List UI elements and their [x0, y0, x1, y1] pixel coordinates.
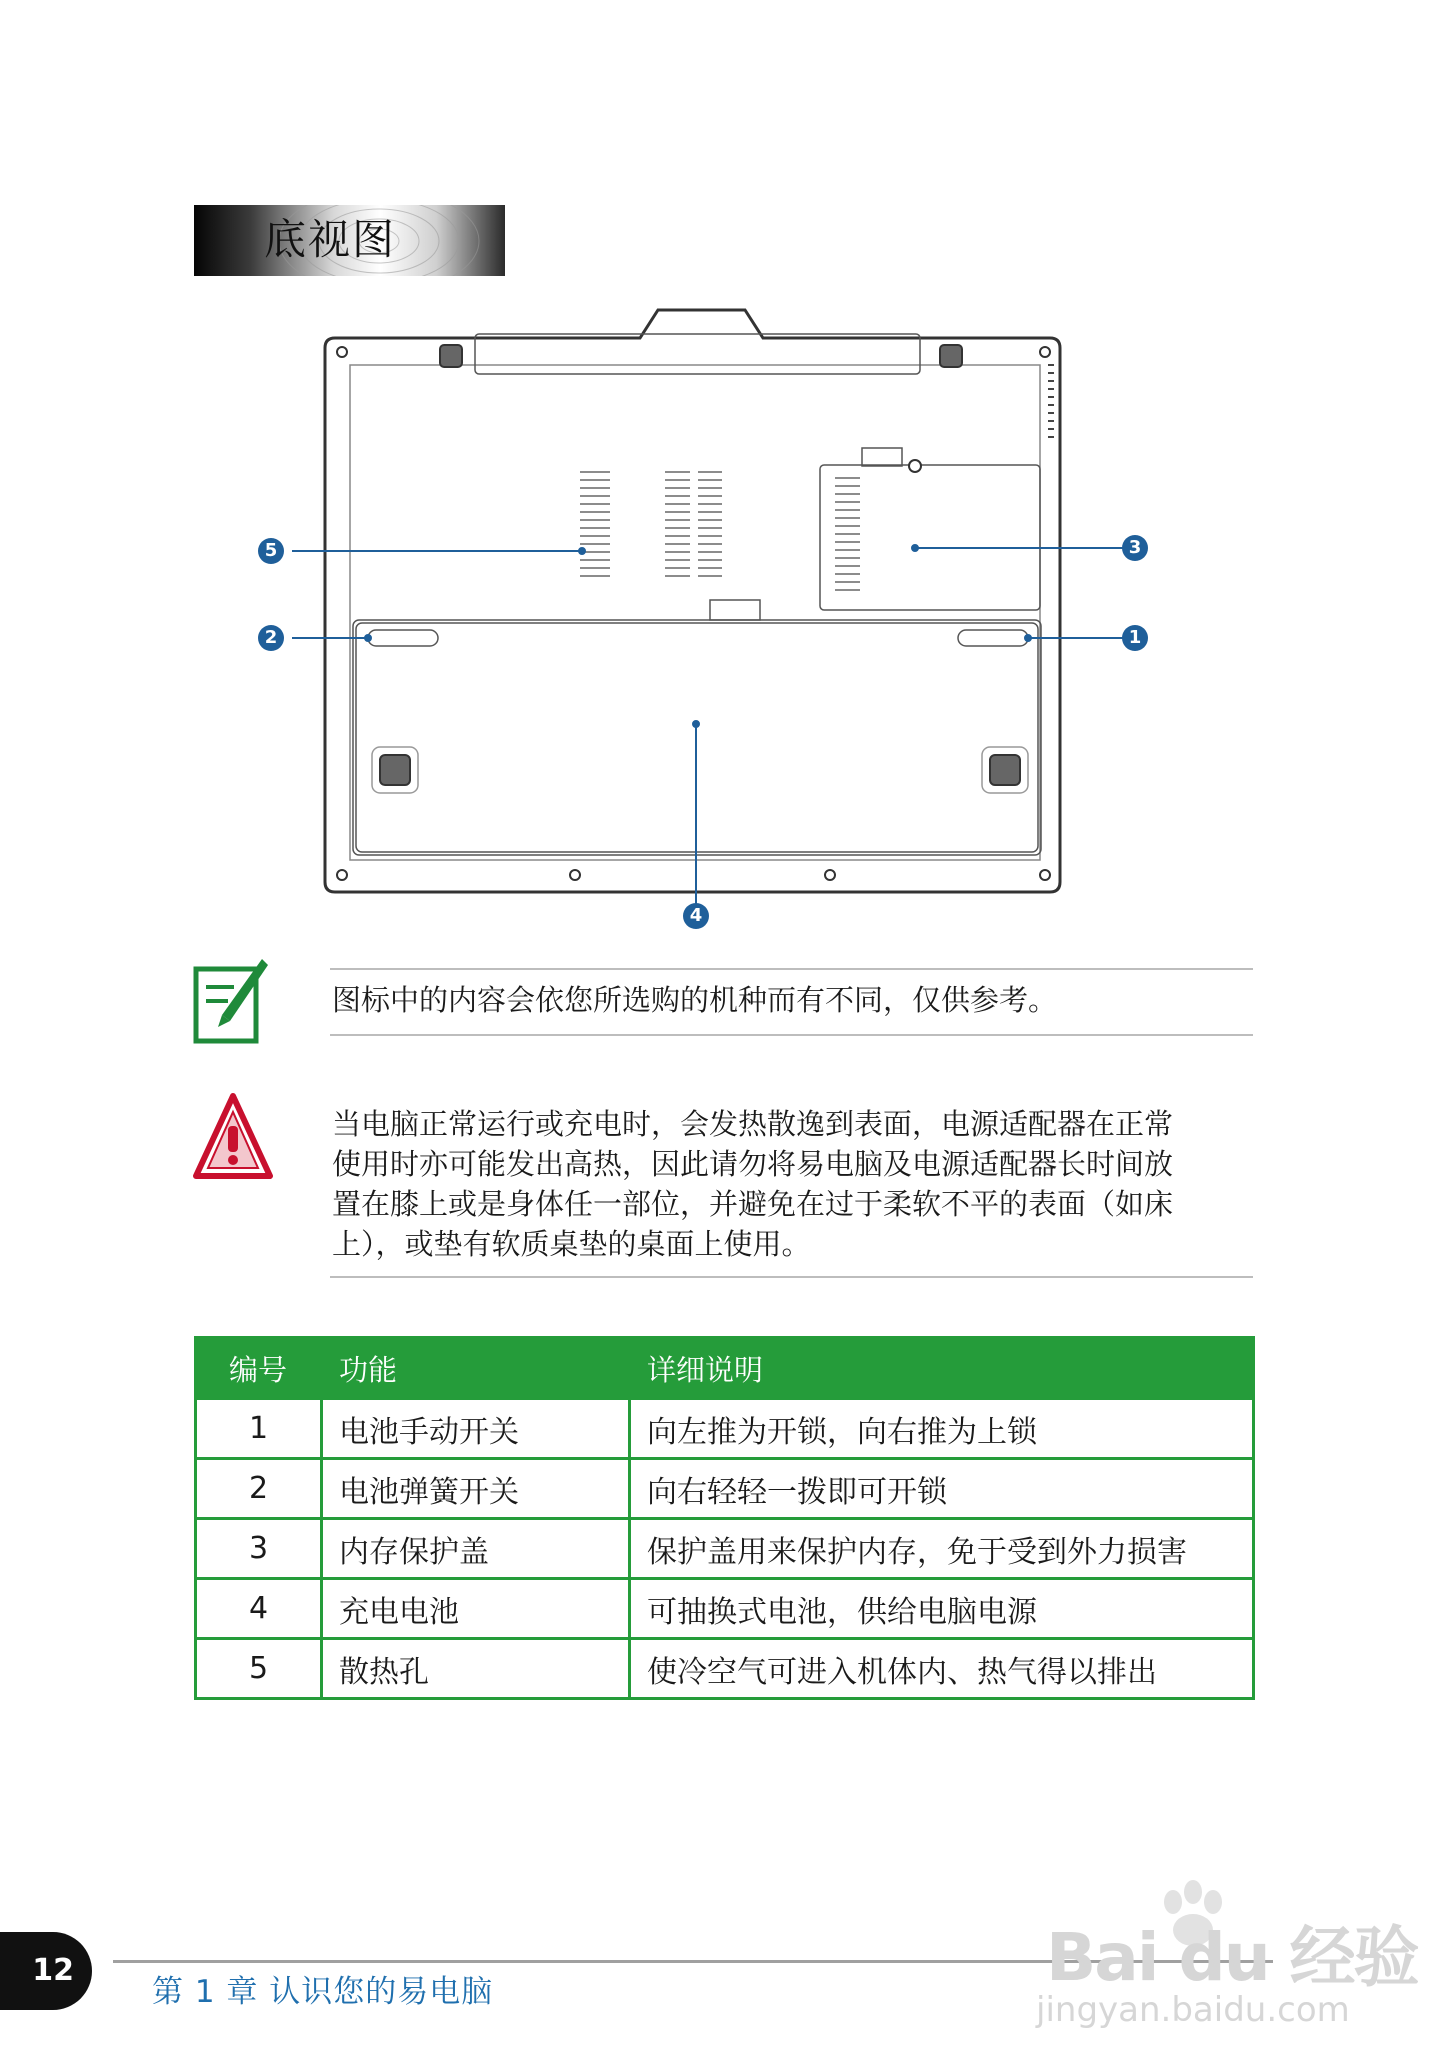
page-number: 12: [0, 1932, 92, 2010]
callout-3: 3: [1122, 535, 1148, 561]
header-description: 详细说明: [630, 1338, 1254, 1399]
row-description: 向右轻轻一拨即可开锁: [630, 1459, 1254, 1519]
warning-triangle-icon: [192, 1092, 274, 1190]
component-table: [194, 1336, 1255, 1700]
warning-line: 当电脑正常运行或充电时，会发热散逸到表面，电源适配器在正常: [332, 1107, 1174, 1141]
warning-bottom-rule: [330, 1276, 1253, 1278]
baidu-watermark: [1030, 1880, 1430, 2030]
table-row: [196, 1579, 1254, 1639]
row-number: 3: [196, 1519, 322, 1579]
table-row: [196, 1519, 1254, 1579]
chapter-label: 第 1 章 认识您的易电脑: [152, 1974, 494, 2010]
table-header-row: [196, 1338, 1254, 1399]
section-title-banner: [194, 205, 505, 276]
table-row: [196, 1399, 1254, 1459]
chassis-outline: [325, 310, 1060, 892]
laptop-bottom-illustration: [250, 300, 1170, 940]
row-number: 4: [196, 1579, 322, 1639]
warning-text-block: [332, 1104, 1257, 1264]
row-function: 电池弹簧开关: [322, 1459, 630, 1519]
page-title: 底视图: [264, 215, 397, 264]
row-description: 向左推为开锁，向右推为上锁: [630, 1399, 1254, 1459]
watermark-url: jingyan.baidu.com: [1036, 1990, 1350, 2030]
row-number: 2: [196, 1459, 322, 1519]
header-number: 编号: [196, 1338, 322, 1399]
note-bottom-rule: [330, 1034, 1253, 1036]
warning-line: 使用时亦可能发出高热，因此请勿将易电脑及电源适配器长时间放: [332, 1147, 1174, 1181]
bottom-view-diagram: [250, 300, 1170, 940]
row-number: 1: [196, 1399, 322, 1459]
row-function: 内存保护盖: [322, 1519, 630, 1579]
callout-2: 2: [258, 625, 284, 651]
row-function: 电池手动开关: [322, 1399, 630, 1459]
table-row: [196, 1639, 1254, 1699]
row-function: 散热孔: [322, 1639, 630, 1699]
callout-5: 5: [258, 538, 284, 564]
header-function: 功能: [322, 1338, 630, 1399]
row-description: 保护盖用来保护内存，免于受到外力损害: [630, 1519, 1254, 1579]
row-description: 可抽换式电池，供给电脑电源: [630, 1579, 1254, 1639]
row-description: 使冷空气可进入机体内、热气得以排出: [630, 1639, 1254, 1699]
note-pencil-icon: [192, 955, 270, 1049]
watermark-brand: Bai du 经验: [1046, 1919, 1418, 1996]
note-text: 图标中的内容会依您所选购的机种而有不同，仅供参考。: [332, 983, 1058, 1017]
callout-4: 4: [683, 903, 709, 929]
warning-line: 置在膝上或是身体任一部位，并避免在过于柔软不平的表面（如床: [332, 1187, 1174, 1221]
note-top-rule: [330, 968, 1253, 970]
row-number: 5: [196, 1639, 322, 1699]
row-function: 充电电池: [322, 1579, 630, 1639]
vent-slots: [580, 472, 860, 590]
table-row: [196, 1459, 1254, 1519]
warning-line: 上），或垫有软质桌垫的桌面上使用。: [332, 1227, 811, 1261]
callout-1: 1: [1122, 625, 1148, 651]
